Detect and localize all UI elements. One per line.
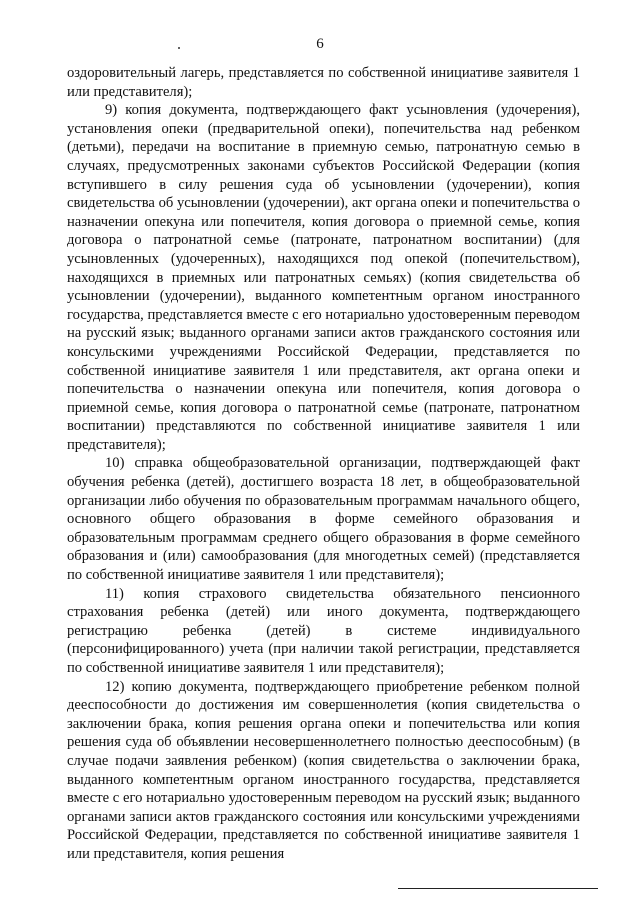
page-number: 6: [316, 36, 324, 52]
paragraph-continuation: оздоровительный лагерь, представляется по собственной инициативе заявителя 1 или представителя);: [67, 65, 580, 100]
paragraph-item-10: 10) справка общеобразовательной организации, подтверждающей факт обучения ребенка (детей), достигшего возраста 18 лет, в общеобразовательной организации либо обучения по образовательным программам начального общего, основного общего образования в форме семейного образования и образовательным программам среднего общего образования в форме семейного образования и (или) самообразования (для многодетных семей) (представляется по собственной инициативе заявителя 1 или представителя);: [67, 455, 580, 584]
document-body: [67, 64, 580, 864]
paragraph-item-12: 12) копию документа, подтверждающего приобретение ребенком полной дееспособности до достижения им совершеннолетия (копия свидетельства о заключении брака, копия решения органа опеки и попечительства или копия решения суда об объявлении несовершеннолетнего полностью дееспособным) (в случае подачи заявления ребенком) (копия свидетельства о заключении брака, выданного компетентным органом иностранного государства, представляется вместе с его нотариально удостоверенным переводом на русский язык; выданного органами записи актов гражданского состояния или консульскими учреждениями Российской Федерации, представляется по собственной инициативе заявителя 1 или представителя, копия решения: [67, 678, 580, 862]
footer-rule: [398, 888, 598, 889]
scan-speck: [178, 47, 180, 49]
paragraph-item-9: 9) копия документа, подтверждающего факт усыновления (удочерения), установления опеки (предварительной опеки), попечительства над ребенком (детьми), передачи на воспитание в приемную семью, патронатную семью в случаях, предусмотренных законами субъектов Российской Федерации (копия вступившего в силу решения суда об усыновлении (удочерении), копия свидетельства об усыновлении (удочерении), акт органа опеки и попечительства о назначении опекуна или попечителя, копия договора о приемной семье, копия договора о патронатной семье (патронате, патронатном воспитании) (для усыновленных (удочеренных), находящихся под опекой (попечительством), находящихся в приемных или патронатных семьях) (копия свидетельства об усыновлении (удочерении), выданного компетентным органом иностранного государства, представляется вместе с его нотариально удостоверенным переводом на русский язык; выданного органами записи актов гражданского состояния или консульскими учреждениями Российской Федерации, представляется по собственной инициативе заявителя 1 или представителя, акт органа опеки и попечительства о назначении опекуна или попечителя, копия договора о приемной семье, копия договора о патронатной семье (патронате, патронатном воспитании) представляются по собственной инициативе заявителя 1 или представителя);: [67, 102, 580, 453]
paragraph-item-11: 11) копия страхового свидетельства обязательного пенсионного страхования ребенка (детей) или иного документа, подтверждающего регистрацию ребенка (детей) в системе индивидуального (персонифицированного) учета (при наличии такой регистрации, представляется по собственной инициативе заявителя 1 или представителя);: [67, 585, 580, 676]
